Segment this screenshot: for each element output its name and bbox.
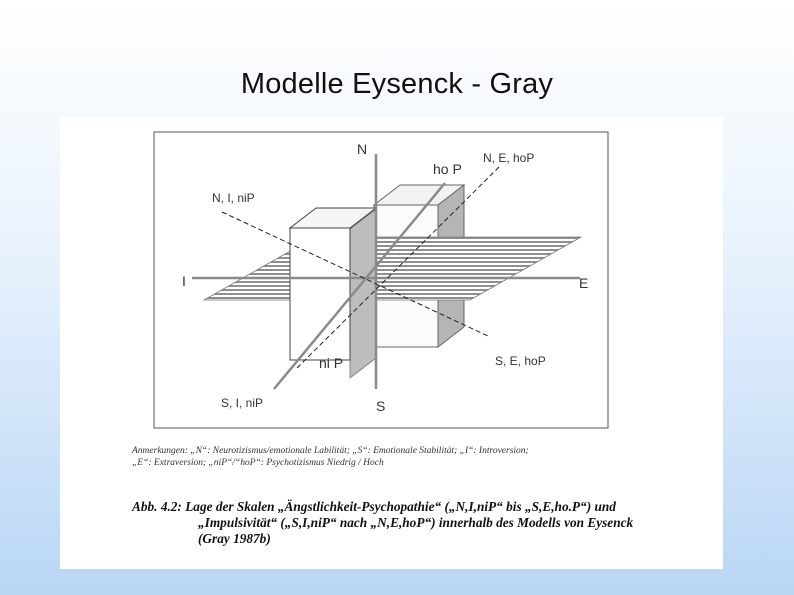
label-n-e-hop: N, E, hoP bbox=[483, 151, 535, 165]
label-ho-p: ho P bbox=[433, 161, 462, 177]
figure-remarks bbox=[132, 445, 712, 469]
figure-panel bbox=[60, 117, 723, 569]
label-ni-p: ni P bbox=[319, 355, 344, 371]
caption-line-3: (Gray 1987b) bbox=[198, 531, 271, 546]
label-e: E bbox=[579, 275, 589, 291]
label-i: I bbox=[182, 273, 186, 289]
label-s-i-nip: S, I, niP bbox=[221, 396, 264, 410]
remarks-line-1: Anmerkungen: „N“: Neurotizismus/emotionale Labilität; „S“: Emotionale Stabilität; „I“: Introversion; bbox=[132, 446, 529, 456]
label-s: S bbox=[376, 398, 386, 414]
caption-line-1: Abb. 4.2: Lage der Skalen „Ängstlichkeit-Psychopathie“ („N,I,niP“ bis „S,E,ho.P“) und bbox=[132, 499, 616, 514]
slide-title: Modelle Eysenck - Gray bbox=[240, 68, 554, 100]
caption-line-2: „Impulsivität“ („S,I,niP“ nach „N,E,hoP“) innerhalb des Modells von Eysenck bbox=[198, 515, 634, 530]
label-s-e-hop: S, E, hoP bbox=[495, 354, 546, 368]
remarks-line-2: „E“: Extraversion; „niP“/“hoP“: Psychotizismus Niedrig / Hoch bbox=[132, 458, 384, 468]
label-n: N bbox=[357, 141, 368, 157]
label-n-i-nip: N, I, niP bbox=[212, 191, 255, 205]
figure-caption bbox=[132, 499, 722, 547]
